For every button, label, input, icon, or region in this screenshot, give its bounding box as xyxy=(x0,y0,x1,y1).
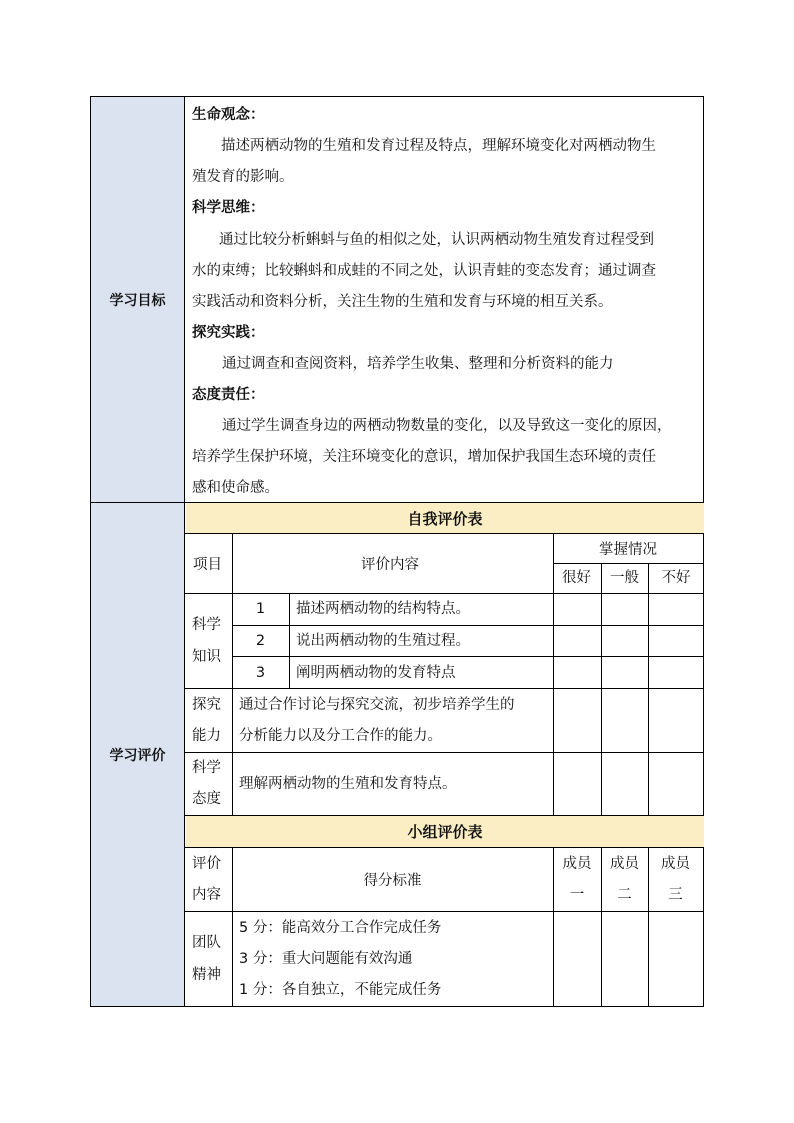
divider xyxy=(232,625,703,626)
divider xyxy=(289,593,290,688)
goal-heading-thinking: 科学思维： xyxy=(192,200,265,216)
team-label: 团队 xyxy=(192,935,221,951)
inquiry-text: 通过合作讨论与探究交流，初步培养学生的 xyxy=(239,697,515,713)
divider xyxy=(648,563,649,815)
level-poor: 不好 xyxy=(661,570,691,586)
group-col-standard: 得分标准 xyxy=(363,873,422,889)
knowledge-text: 阐明两栖动物的发育特点 xyxy=(296,665,456,681)
divider xyxy=(601,847,602,1006)
divider xyxy=(232,847,233,1006)
member-two-header: 成员 xyxy=(610,856,639,872)
goal-line: 描述两栖动物的生殖和发育过程及特点，理解环境变化对两栖动物生 xyxy=(221,138,656,154)
member-one-header: 成员 xyxy=(562,856,592,872)
group-col-item: 内容 xyxy=(192,887,221,903)
group-eval-title-text: 小组评价表 xyxy=(407,823,483,841)
divider xyxy=(185,752,703,753)
knowledge-text: 说出两栖动物的生殖过程。 xyxy=(296,633,470,649)
team-standard: 1 分：各自独立，不能完成任务 xyxy=(239,982,442,998)
goals-label-text: 学习目标 xyxy=(109,292,166,309)
lesson-plan-table xyxy=(90,96,704,1007)
knowledge-num: 2 xyxy=(255,633,266,649)
divider xyxy=(185,911,703,912)
divider xyxy=(553,847,554,1006)
divider xyxy=(601,563,602,815)
goals-row-label xyxy=(91,97,185,502)
divider xyxy=(185,593,703,594)
member-two-header: 二 xyxy=(617,887,632,903)
goal-line: 水的束缚；比较蝌蚪和成蛙的不同之处，认识青蛙的变态发育；通过调查 xyxy=(192,263,656,279)
divider xyxy=(553,563,703,564)
goal-line: 实践活动和资料分析，关注生物的生殖和发育与环境的相互关系。 xyxy=(192,294,613,310)
member-one-header: 一 xyxy=(569,887,585,903)
evaluation-label-text: 学习评价 xyxy=(109,747,166,764)
divider xyxy=(232,533,233,815)
knowledge-num: 3 xyxy=(255,665,266,681)
divider xyxy=(553,533,554,815)
inquiry-label: 探究 xyxy=(192,697,221,713)
knowledge-label: 科学 xyxy=(192,617,221,633)
goal-line: 通过学生调查身边的两栖动物数量的变化，以及导致这一变化的原因， xyxy=(222,418,672,434)
col-mastery-header: 掌握情况 xyxy=(599,542,657,558)
attitude-label: 科学 xyxy=(192,760,221,776)
attitude-label: 态度 xyxy=(192,791,221,807)
knowledge-label: 知识 xyxy=(192,649,221,665)
team-standard: 3 分：重大问题能有效沟通 xyxy=(239,951,413,967)
col-content-header: 评价内容 xyxy=(361,557,419,573)
goal-heading-life: 生命观念： xyxy=(192,107,265,123)
level-average: 一般 xyxy=(610,570,639,586)
group-eval-title xyxy=(186,816,704,847)
inquiry-text: 分析能力以及分工合作的能力。 xyxy=(239,728,442,744)
evaluation-row-label xyxy=(91,503,185,1006)
knowledge-num: 1 xyxy=(255,601,266,617)
divider xyxy=(648,847,649,1006)
self-eval-title-text: 自我评价表 xyxy=(407,509,483,528)
divider xyxy=(185,688,703,689)
self-eval-title xyxy=(186,503,704,533)
group-col-item: 评价 xyxy=(192,856,221,872)
knowledge-text: 描述两栖动物的结构特点。 xyxy=(296,601,470,617)
member-three-header: 三 xyxy=(668,887,683,903)
goal-heading-attitude: 态度责任： xyxy=(192,387,265,403)
divider xyxy=(185,533,703,534)
level-very-good: 很好 xyxy=(562,570,591,586)
goal-heading-practice: 探究实践： xyxy=(192,325,265,341)
inquiry-label: 能力 xyxy=(192,728,221,744)
team-label: 精神 xyxy=(192,967,221,983)
goal-line: 殖发育的影响。 xyxy=(192,169,294,185)
divider xyxy=(232,656,703,657)
divider xyxy=(185,847,703,848)
goal-line: 通过比较分析蝌蚪与鱼的相似之处，认识两栖动物生殖发育过程受到 xyxy=(219,232,654,248)
team-standard: 5 分：能高效分工合作完成任务 xyxy=(239,920,442,936)
col-item-header: 项目 xyxy=(193,557,222,573)
goal-line: 培养学生保护环境，关注环境变化的意识，增加保护我国生态环境的责任 xyxy=(192,449,656,465)
member-three-header: 成员 xyxy=(661,856,690,872)
goal-line: 通过调查和查阅资料，培养学生收集、整理和分析资料的能力 xyxy=(222,356,614,372)
goal-line: 感和使命感。 xyxy=(192,480,279,496)
divider xyxy=(185,815,703,816)
attitude-text: 理解两栖动物的生殖和发育特点。 xyxy=(239,776,457,792)
